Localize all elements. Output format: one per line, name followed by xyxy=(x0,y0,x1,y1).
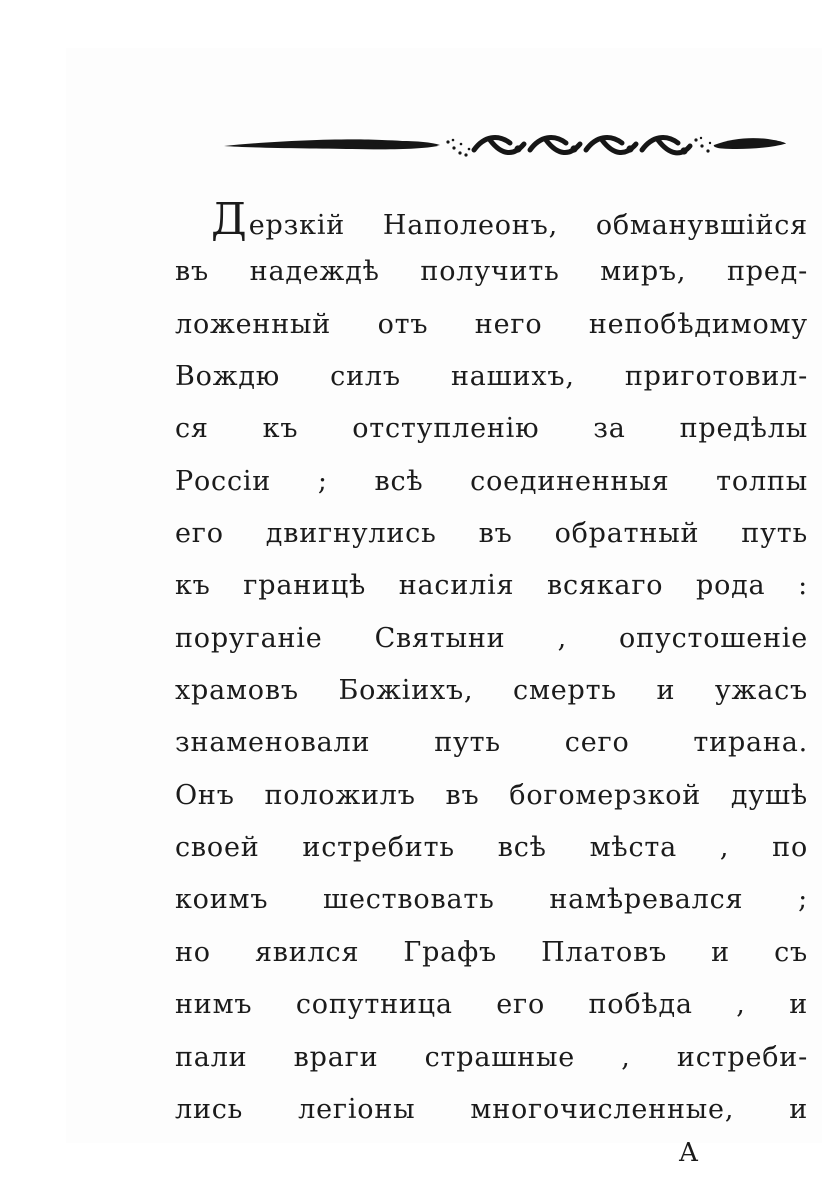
text-line: въ надеждѣ получить миръ, пред- xyxy=(175,256,808,288)
text-line: храмовъ Божіихъ, смерть и ужасъ xyxy=(175,675,808,707)
text-line: своей истребить всѣ мѣста , по xyxy=(175,832,808,864)
text-line: ложенный отъ него непобѣдимому xyxy=(175,308,808,340)
scanned-page xyxy=(66,48,822,1168)
text-line: знаменовали путь сего тирана. xyxy=(175,727,808,759)
text-line: Дерзкій Наполеонъ, обманувшійся xyxy=(211,194,808,245)
text-line: но явился Графъ Платовъ и съ xyxy=(175,936,808,968)
text-line: поруганіе Святыни , опустошеніе xyxy=(175,622,808,654)
text-line: коимъ шествовать намѣревался ; xyxy=(175,884,808,916)
catchword-signature-mark: А xyxy=(678,1138,700,1168)
text-line: его двигнулись въ обратный путь xyxy=(175,518,808,550)
text-line: лись легіоны многочисленные, и xyxy=(175,1093,808,1125)
text-line: ся къ отступленію за предѣлы xyxy=(175,413,808,445)
text-line: пали враги страшные , истреби- xyxy=(175,1041,808,1073)
text-line: нимъ сопутница его побѣда , и xyxy=(175,989,808,1021)
ornament-divider xyxy=(222,130,788,162)
text-line: къ границѣ насилія всякаго рода : xyxy=(175,570,808,602)
text-line: Вождю силъ нашихъ, приготовил- xyxy=(175,361,808,393)
text-line: Онъ положилъ въ богомерзкой душѣ xyxy=(175,779,808,811)
text-line: Россіи ; всѣ соединенныя толпы xyxy=(175,465,808,497)
text-block xyxy=(175,194,808,1136)
